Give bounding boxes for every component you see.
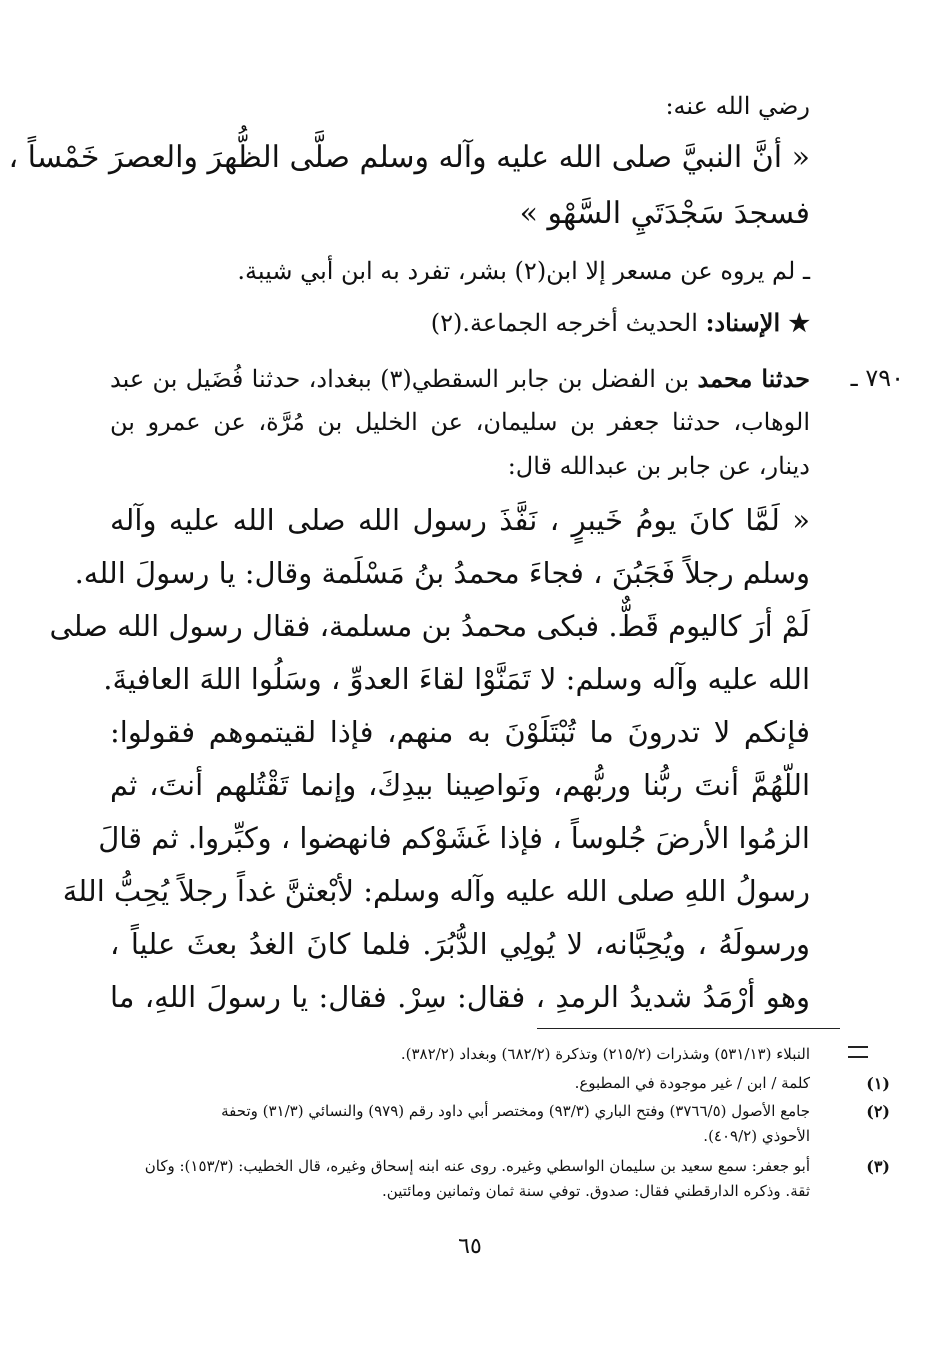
isnad-text: الحديث أخرجه الجماعة.(٢): [430, 309, 698, 337]
hadith-prev-quote-line-2: فسجدَ سَجْدَتَيِ السَّهْو »: [519, 196, 810, 231]
hadith-text-line: اللّهُمَّ أنتَ ربُّنا وربُّهم، ونَواصِينا بيدِكَ، وإنما تَقْتُلهم أنتَ، ثم: [110, 768, 810, 802]
page-number: ٦٥: [458, 1234, 482, 1259]
hadith-text-line: لَمْ أرَ كاليوم قَطٌّ. فبكى محمدُ بن مسلمة، فقال رسول الله صلى: [49, 609, 810, 643]
hadith-text-line: « لَمَّا كانَ يومُ خَيبرٍ ، نَفَّذَ رسول الله صلى الله عليه وآله: [110, 503, 810, 537]
hadith-prev-note: ـ لم يروه عن مسعر إلا ابن(٢) بشر، تفرد به ابن أبي شيبة.: [237, 257, 810, 285]
chain-line-3: دينار، عن جابر بن عبدالله قال:: [507, 452, 810, 480]
hadith-text-line: وسلم رجلاً فَجَبُنَ ، فجاءَ محمدُ بنُ مَسْلَمة وقال: يا رسولَ الله.: [74, 556, 810, 590]
footnote-line: ثقة. وذكره الدارقطني فقال: صدوق. توفي سنة ثمان وثمانين ومائتين.: [382, 1182, 810, 1200]
footnote-line: كلمة / ابن / غير موجودة في المطبوع.: [574, 1074, 810, 1092]
hadith-text-line: رسولُ اللهِ صلى الله عليه وآله وسلم: لأبْعثنَّ غداً رجلاً يُحِبُّ اللهَ: [62, 874, 810, 908]
continuation-mark-icon: [848, 1046, 868, 1058]
footnote-line: أبو جعفر: سمع سعيد بن سليمان الواسطي وغيره. روى عنه ابنه إسحاق وغيره، قال الخطيب: (١٥٣/٣): وكان: [144, 1157, 810, 1175]
narrator-tail: رضي الله عنه:: [665, 92, 810, 120]
hadith-text-line: الزمُوا الأرضَ جُلوساً ، فإذا غَشَوْكم فانهضوا ، وكبِّروا. ثم قالَ: [98, 821, 810, 855]
hadith-text-line: الله عليه وآله وسلم: لا تَمَنَّوْا لقاءَ العدوِّ ، وسَلُوا اللهَ العافيةَ.: [103, 662, 810, 696]
footnote-number: (٢): [866, 1102, 890, 1121]
footnote-line: الأحوذي (٤٠٩/٢).: [703, 1127, 810, 1145]
hadith-number: ٧٩٠ ـ: [850, 364, 904, 392]
chain-line-1: [110, 364, 810, 393]
footnote-number: (١): [866, 1074, 890, 1093]
footnote-number: (٣): [866, 1157, 890, 1176]
hadith-text-line: ورسولَهُ ، ويُحِبَّانه، لا يُولِي الدُّبُرَ. فلما كانَ الغدُ بعثَ علياً ،: [110, 927, 810, 961]
chain-line-2: الوهاب، حدثنا جعفر بن سليمان، عن الخليل بن مُرَّة، عن عمرو بن: [110, 408, 811, 436]
hadith-text-line: وهو أرْمَدُ شديدُ الرمدِ ، فقال: سِرْ. فقال: يا رسولَ اللهِ، ما: [110, 980, 810, 1014]
hadith-prev-quote-line-1: « أنَّ النبيَّ صلى الله عليه وآله وسلم صلَّى الظُّهرَ والعصرَ خَمْساً ،: [8, 140, 810, 175]
isnad-line: [431, 308, 810, 337]
footnote-line: جامع الأصول (٣٧٦٦/٥) وفتح الباري (٩٣/٣) ومختصر أبي داود رقم (٩٧٩) والنسائي (٣١/٣) وتحفة: [221, 1102, 810, 1120]
isnad-label: ★ الإسناد:: [705, 308, 810, 337]
chain-line-1-bold: حدثنا محمد: [697, 364, 811, 393]
chain-line-1-rest: بن الفضل بن جابر السقطي(٣) ببغداد، حدثنا فُضَيل بن عبد: [110, 365, 690, 393]
footnote-separator: [537, 1028, 840, 1029]
hadith-text-line: فإنكم لا تدرونَ ما تُبْتَلَوْنَ به منهم، فإذا لقيتموهم فقولوا:: [110, 715, 810, 749]
footnote-continuation: النبلاء (٥٣١/١٣) وشذرات (٢١٥/٢) وتذكرة (٦٨٢/٢) وبغداد (٣٨٢/٢).: [400, 1045, 810, 1063]
